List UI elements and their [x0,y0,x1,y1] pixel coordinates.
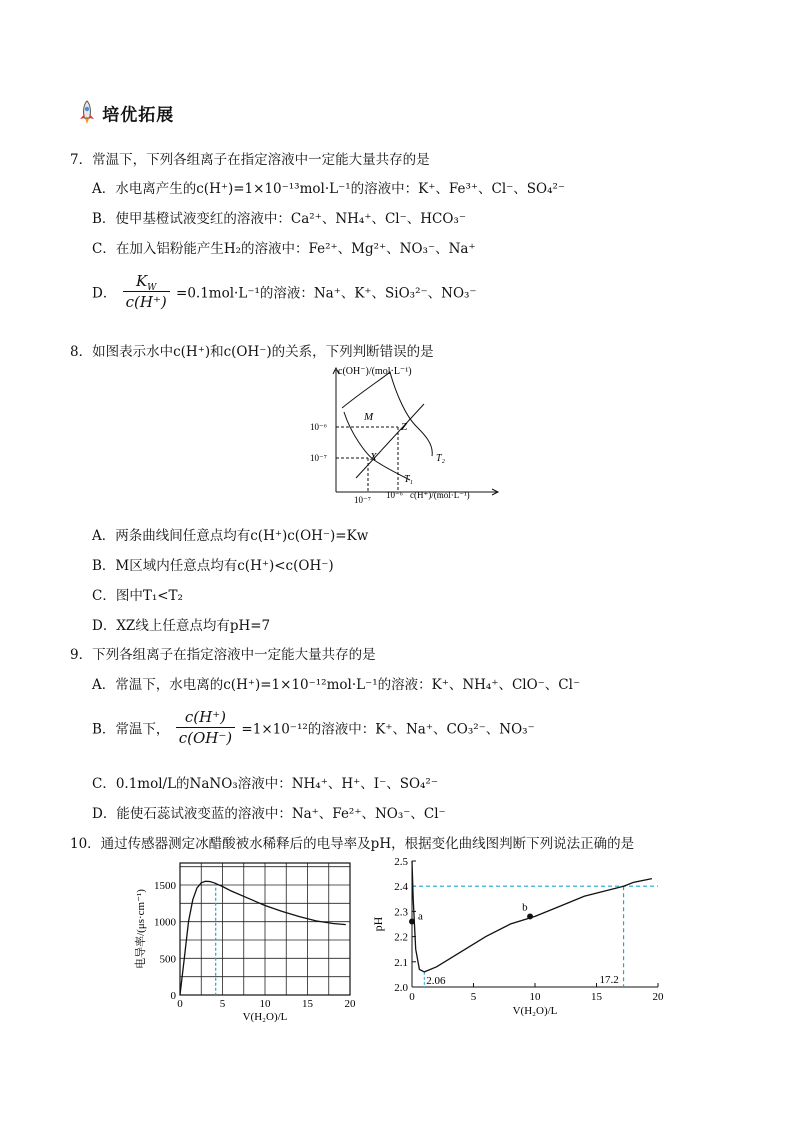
x-axis-label: c(H⁺)/(mol·L⁻¹) [410,490,470,500]
y-tick-label: 2.3 [394,906,408,919]
conductivity-curve [180,881,346,995]
q8-option-d: D．XZ线上任意点均有pH=7 [92,618,271,634]
x-tick-label: 5 [470,991,477,1003]
curve-t1-label: T₁ [404,474,414,485]
y-tick-label: 2.2 [394,931,408,944]
point-m: M [364,411,374,423]
x-tick-label: 10 [259,998,271,1010]
x-tick-label: 15 [302,998,313,1010]
x-tick-label: 0 [177,998,183,1010]
q9-option-c: C．0.1mol/L的NaNO₃溶液中：NH₄⁺、H⁺、I⁻、SO₄²⁻ [92,776,438,792]
q8-option-b: B．M区域内任意点均有c(H⁺)<c(OH⁻) [92,558,334,574]
conductivity-chart [130,855,360,1025]
y-tick-label: 1500 [154,880,176,892]
water-ionization-figure [306,364,506,506]
q10-stem: 10．通过传感器测定冰醋酸被水稀释后的电导率及pH，根据变化曲线图判断下列说法正确的是 [70,836,635,852]
x-tick-2: 10⁻⁶ [386,490,403,500]
y-tick-label: 1000 [154,916,176,929]
header [76,100,174,126]
q7-option-d: D． $\frac{K_W}{c(H^+)}$ =0.1mol·L⁻¹的溶液：Na⁺、K⁺、SiO₃²⁻、NO₃⁻ [92,272,477,311]
y-tick-label: 500 [159,953,176,966]
point-label-a: a [418,910,423,923]
x-axis-label: V(H₂O)/L [242,1011,288,1023]
y-axis-label: c(OH⁻)/(mol·L⁻¹) [338,366,412,377]
x-axis-label: V(H₂O)/L [512,1005,558,1017]
annotation-min: 2.06 [426,974,446,987]
q7-option-c: C．在加入铝粉能产生H₂的溶液中：Fe²⁺、Mg²⁺、NO₃⁻、Na⁺ [92,241,476,257]
q9-stem: 9．下列各组离子在指定溶液中一定能大量共存的是 [70,647,376,663]
q9-option-a: A．常温下，水电离的c(H⁺)=1×10⁻¹²mol·L⁻¹的溶液：K⁺、NH₄⁺、ClO⁻、Cl⁻ [92,677,581,693]
point-x: X [370,451,377,463]
ph-chart [368,855,668,1025]
q9-option-d: D．能使石蕊试液变蓝的溶液中：Na⁺、Fe²⁺、NO₃⁻、Cl⁻ [92,806,446,822]
point-z: Z [401,421,408,433]
y-tick-label: 2.0 [394,982,408,994]
curve-t2-label: T₂ [436,453,446,464]
y-tick-label: 2.4 [394,881,408,894]
x-tick-label: 0 [409,991,415,1003]
q8-stem: 8．如图表示水中c(H⁺)和c(OH⁻)的关系，下列判断错误的是 [70,344,434,360]
q7-stem: 7．常温下，下列各组离子在指定溶液中一定能大量共存的是 [70,152,430,168]
q9-option-b: B．常温下， $\frac{c(H^+)}{c(OH^-)}$ =1×10⁻¹²的溶液中：K⁺、Na⁺、CO₃²⁻、NO₃⁻ [92,708,535,747]
h-oh-fraction: $\frac{c(H^+)}{c(OH^-)}$ [176,708,235,747]
point-label-b: b [522,901,528,914]
q7-option-a: A．水电离产生的c(H⁺)=1×10⁻¹³mol·L⁻¹的溶液中：K⁺、Fe³⁺、Cl⁻、SO₄²⁻ [92,181,566,197]
y-tick-label: 0 [170,990,176,1002]
y-tick-2: 10⁻⁷ [310,453,327,463]
y-tick-label: 2.5 [394,856,408,868]
q7-option-b: B．使甲基橙试液变红的溶液中：Ca²⁺、NH₄⁺、Cl⁻、HCO₃⁻ [92,211,466,227]
y-tick-1: 10⁻⁶ [310,422,327,432]
y-axis-label: 电导率/(μs·cm⁻¹) [135,889,147,969]
x-tick-label: 5 [219,998,226,1010]
y-tick-label: 2.1 [394,956,408,969]
rocket-icon [76,100,98,126]
point-a [409,918,415,924]
q8-option-c: C．图中T₁<T₂ [92,588,183,604]
x-tick-label: 20 [344,998,356,1010]
x-tick-label: 10 [529,991,541,1003]
x-tick-label: 15 [591,991,602,1003]
x-tick-1: 10⁻⁷ [354,495,371,505]
y-axis-label: pH [371,916,385,932]
x-tick-label: 20 [652,991,664,1003]
header-brand: 培优拓展 [102,105,175,126]
kw-fraction: $\frac{K_W}{c(H^+)}$ [123,272,170,311]
annotation-17-2: 17.2 [599,974,619,986]
point-b [527,913,533,919]
q8-option-a: A．两条曲线间任意点均有c(H⁺)c(OH⁻)=Kw [92,528,369,544]
